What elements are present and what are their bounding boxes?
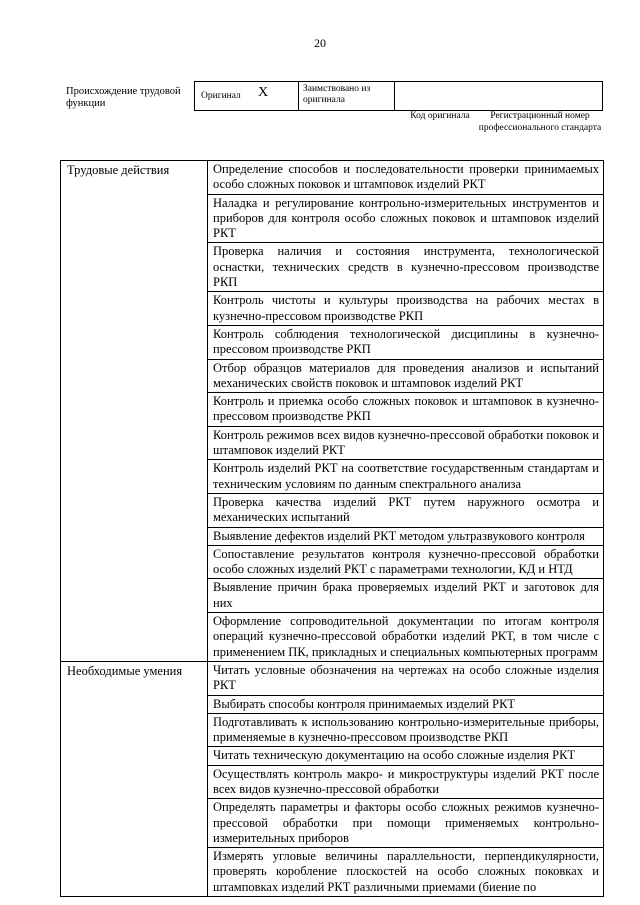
table-row: Контроль соблюдения технологической дисциплины в кузнечно-прессовом производстве РКП xyxy=(208,326,604,360)
table-section xyxy=(60,661,604,897)
original-label: Оригинал xyxy=(201,91,241,101)
table-row: Проверка наличия и состояния инструмента, технологической оснастки, технических средств в кузнечно-прессовом производстве РКП xyxy=(208,243,604,292)
table-row: Выявление дефектов изделий РКТ методом ультразвукового контроля xyxy=(208,528,604,546)
section-items xyxy=(208,161,604,661)
table-row: Определение способов и последовательности проверки принимаемых особо сложных поковок и штамповок изделий РКТ xyxy=(208,161,604,195)
table-row: Контроль чистоты и культуры производства на рабочих местах в кузнечно-прессовом производстве РКП xyxy=(208,292,604,326)
table-row: Выбирать способы контроля принимаемых изделий РКТ xyxy=(208,696,604,714)
table-row: Наладка и регулирование контрольно-измерительных инструментов и приборов для контроля особо сложных поковок и штамповок изделий РКТ xyxy=(208,195,604,244)
section-label: Трудовые действия xyxy=(61,161,208,661)
origin-label: Происхождение трудовой функции xyxy=(66,86,181,109)
section-items xyxy=(208,662,604,896)
borrowed-cell: Заимствовано из оригинала xyxy=(299,82,395,110)
original-cell xyxy=(195,82,299,110)
table-row: Подготавливать к использованию контрольно-измерительные приборы, применяемые в кузнечно-прессовом производстве РКП xyxy=(208,714,604,748)
table-row: Отбор образцов материалов для проведения анализов и испытаний механических свойств поковок и штамповок изделий РКТ xyxy=(208,360,604,394)
original-mark: X xyxy=(258,85,269,100)
table-section xyxy=(60,160,604,661)
functions-table xyxy=(60,160,604,897)
table-row: Контроль режимов всех видов кузнечно-прессовой обработки поковок и штамповок изделий РКТ xyxy=(208,427,604,461)
origin-table xyxy=(194,81,603,111)
table-row: Сопоставление результатов контроля кузнечно-прессовой обработки особо сложных изделий РКТ с параметрами технологии, КД и НТД xyxy=(208,546,604,580)
table-row: Выявление причин брака проверяемых изделий РКТ и заготовок для них xyxy=(208,579,604,613)
code-cell xyxy=(395,82,603,110)
table-row: Читать условные обозначения на чертежах на особо сложные изделия РКТ xyxy=(208,662,604,696)
table-row: Контроль и приемка особо сложных поковок и штамповок в кузнечно-прессовом производстве РКП xyxy=(208,393,604,427)
table-row: Проверка качества изделий РКТ путем наружного осмотра и механических испытаний xyxy=(208,494,604,528)
table-row: Контроль изделий РКТ на соответствие государственным стандартам и техническим условиям по данным спектрального анализа xyxy=(208,460,604,494)
table-row: Читать техническую документацию на особо сложные изделия РКТ xyxy=(208,747,604,765)
table-row: Определять параметры и факторы особо сложных режимов кузнечно-прессовой обработки при помощи применяемых контрольно-измерительных приборов xyxy=(208,799,604,848)
section-label: Необходимые умения xyxy=(61,662,208,896)
table-row: Измерять угловые величины параллельности, перпендикулярности, проверять коробление плоскостей на особо сложных поковках и штамповках изделий РКТ различными приемами (биение по xyxy=(208,848,604,896)
table-row: Оформление сопроводительной документации по итогам контроля операций кузнечно-прессовой обработки изделий РКТ, в том числе с применением ПК, прикладных и специальных компьютерных программ xyxy=(208,613,604,661)
reg-number-caption: Регистрационный номер профессионального стандарта xyxy=(478,111,602,133)
code-caption: Код оригинала xyxy=(410,111,470,121)
table-row: Осуществлять контроль макро- и микроструктуры изделий РКТ после всех видов кузнечно-прессовой обработки xyxy=(208,766,604,800)
page-number: 20 xyxy=(314,36,326,50)
